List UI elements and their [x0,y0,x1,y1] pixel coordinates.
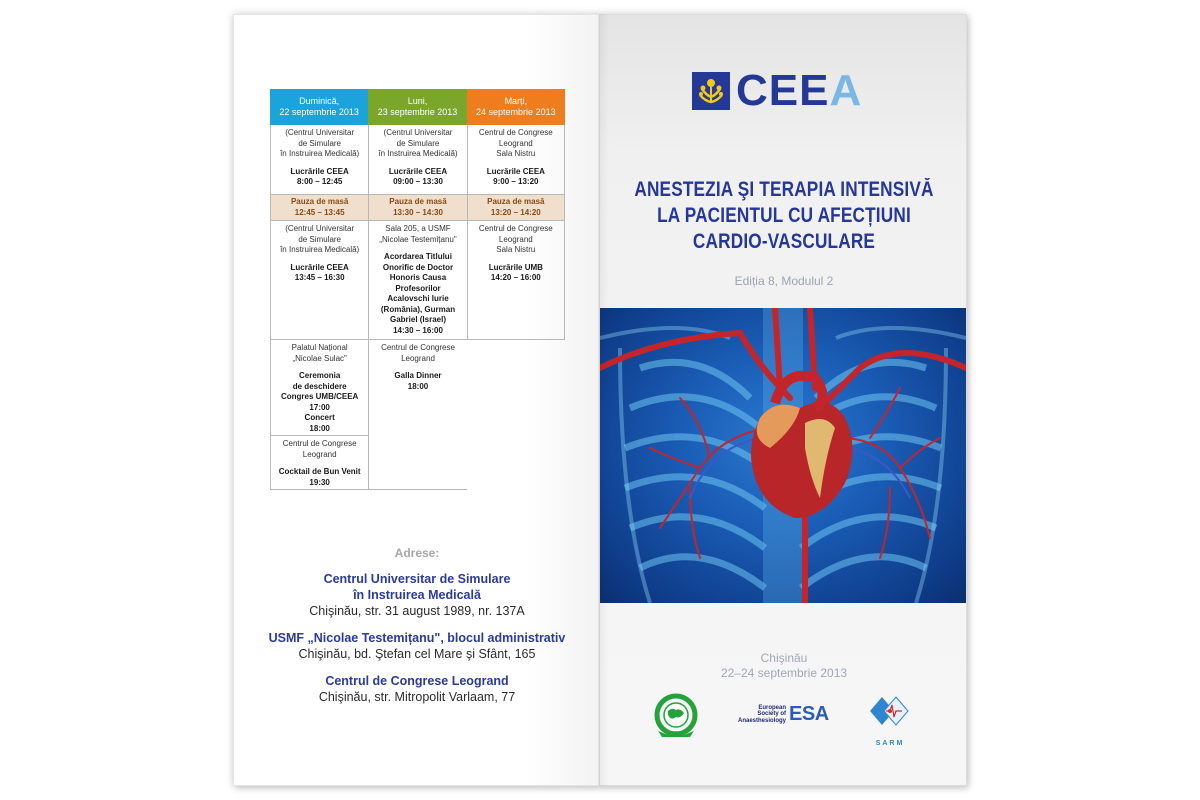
cell-event: Lucrările CEEA [486,166,545,176]
schedule-cell [368,125,466,195]
cell-time: 8:00 – 12:45 [296,177,343,186]
schedule-cell: Palatul Național „Nicolae Sulac" Ceremonia de deschidere Congres UMB/CEEA 17:00 Concert 18:00 [270,340,368,436]
address-name: Centrul de Congrese Leogrand [325,674,509,688]
address-block [234,673,600,705]
back-panel [233,14,599,786]
address-line: Chişinău, str. Mitropolit Varlaam, 77 [318,690,516,704]
address-block [234,571,600,619]
day-name: Marți, [504,96,528,106]
cell-event: Acordarea Titlului [384,252,452,261]
schedule-cell [270,221,368,340]
schedule-column-monday [368,125,466,490]
ceea-wordmark: CEEA [736,66,863,115]
cell-time: 19:30 [309,477,330,487]
schedule-cell: Sala 205, a USMF „Nicolae Testemițanu" Acordarea Titlului Onorific de Doctor Honoris Causa Profesorilor Acalovschi Iurie (România), Gurman Gabriel (Israel) 14:30 – 16:00 [368,221,466,340]
cell-event: Lucrările CEEA [388,166,448,176]
cell-time: 18:00 [407,381,429,391]
schedule-cell [467,125,565,195]
cell-time: 13:45 – 16:30 [294,273,345,282]
wfsa-globe-logo-icon [650,693,702,744]
fold-shadow [599,14,609,786]
esa-logo: European Society of Anaesthesiology ESA [738,703,829,725]
ceea-emblem-icon [692,72,730,110]
cell-event: Cocktail de Bun Venit [278,467,361,476]
ceea-logo [692,66,863,115]
cell-location: (Centrul Universitar de Simulare în Instruirea Medicală) [280,128,360,158]
day-name: Duminică, [299,96,340,106]
day-header-sunday [270,89,368,125]
cell-time: 9:00 – 13:20 [493,177,539,186]
cell-location: Centrul de Congrese Leogrand [381,343,455,363]
sarm-logo-icon: SARM [868,695,912,747]
schedule-header [270,89,565,125]
heart-illustration [600,308,966,603]
cell-location: (Centrul Universitar de Simulare în Instruirea Medicală) [280,224,360,254]
cell-location: Sala 205, a USMF „Nicolae Testemițanu" [379,224,457,244]
city: Chişinău [760,651,808,665]
edition-label: Ediția 8, Modulul 2 [734,274,834,288]
schedule-column-tuesday [467,125,565,490]
address-line: Chişinău, bd. Ştefan cel Mare şi Sfânt, 165 [298,647,536,661]
partner-logos [600,683,968,747]
brochure [233,14,967,786]
address-name: USMF „Nicolae Testemițanu", blocul administrativ [268,631,566,645]
pause-cell: Pauza de masă 13:20 – 14:20 [467,195,565,221]
cell-time: 14:20 – 16:00 [490,273,541,282]
cell-location: Palatul Național „Nicolae Sulac" [291,343,348,363]
event-dates: 22–24 septembrie 2013 [720,666,848,680]
cell-event: Lucrările CEEA [290,262,349,272]
day-name: Luni, [407,96,428,106]
event-location [600,651,968,681]
cover-panel [599,14,967,786]
address-name: Centrul Universitar de Simulare [323,572,511,586]
schedule-table [270,89,565,490]
address-name: în Instruirea Medicală [353,588,481,602]
pause-cell: Pauza de masă 12:45 – 13:45 [270,195,368,221]
day-header-tuesday [467,89,565,125]
schedule-cell [270,436,368,490]
day-header-monday [368,89,466,125]
cell-event: Ceremonia [298,371,341,380]
address-line: Chişinău, str. 31 august 1989, nr. 137A [309,604,525,618]
cell-location: (Centrul Universitar de Simulare în Instruirea Medicală) [378,128,458,158]
day-date: 22 septembrie 2013 [279,107,359,117]
cell-event: Lucrările CEEA [290,166,349,176]
day-date: 24 septembrie 2013 [476,107,556,117]
schedule-cell [467,221,565,340]
address-block [234,630,600,662]
cell-location: Centrul de Congrese Leogrand Sala Nistru [478,224,553,254]
cell-event: Galla Dinner [394,371,442,380]
pause-cell: Pauza de masă 13:30 – 14:30 [368,195,466,221]
cell-time: 09:00 – 13:30 [393,177,443,186]
cell-location: Centrul de Congrese Leogrand Sala Nistru [478,128,553,158]
day-date: 23 septembrie 2013 [377,107,458,117]
cell-event: Lucrările UMB [488,262,543,272]
schedule-cell [368,340,466,490]
brochure-title: ANESTEZIA ŞI TERAPIA INTENSIVĂ LA PACIENTUL CU AFECȚIUNI CARDIO-VASCULARE [634,178,934,253]
addresses-title: Adrese: [394,546,440,560]
schedule-column-sunday [270,125,368,490]
addresses-section [234,546,600,716]
cell-location: Centrul de Congrese Leogrand [282,439,357,459]
schedule-cell [270,125,368,195]
